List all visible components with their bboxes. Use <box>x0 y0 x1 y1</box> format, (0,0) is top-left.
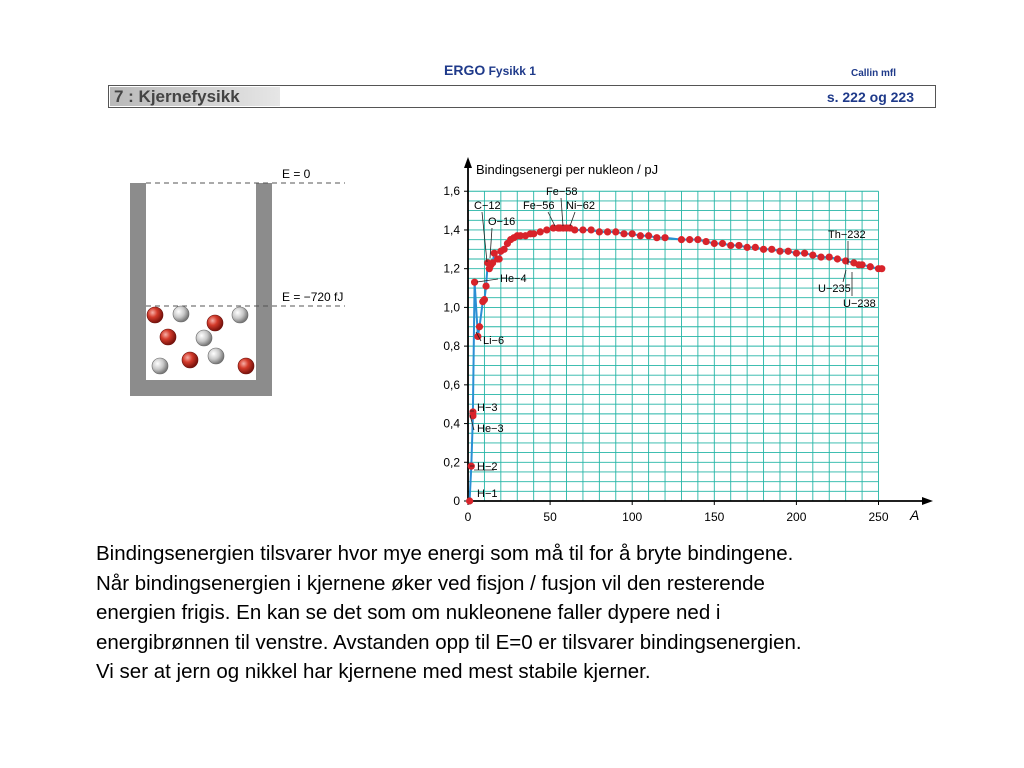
annotation-label: Ni−62 <box>566 200 596 212</box>
data-point <box>469 408 476 415</box>
x-axis-label: A <box>910 507 920 523</box>
annotation-label: U−235 <box>818 283 851 295</box>
data-point <box>537 228 544 235</box>
data-point <box>612 228 619 235</box>
text-line: energibrønnen til venstre. Avstanden opp til E=0 er tilsvarer bindingsenergien. <box>96 630 802 654</box>
data-point <box>571 226 578 233</box>
data-point <box>867 263 874 270</box>
data-point <box>530 230 537 237</box>
data-point <box>579 226 586 233</box>
annotation-label: Fe−56 <box>523 200 555 212</box>
data-point <box>719 240 726 247</box>
data-point <box>793 250 800 257</box>
annotation-label: O−16 <box>488 216 516 228</box>
y-tick-label: 0,6 <box>443 377 460 392</box>
y-tick-label: 1,6 <box>443 184 460 199</box>
data-point <box>481 296 488 303</box>
data-point <box>744 244 751 251</box>
header-title-rest: Fysikk 1 <box>485 64 536 78</box>
x-tick-label: 100 <box>622 510 643 524</box>
y-tick-label: 0 <box>453 494 460 508</box>
annotation-label: C−12 <box>474 200 501 212</box>
header-title-brand: ERGO <box>444 62 486 78</box>
annotation-leader <box>548 212 555 226</box>
annotation-label: U−238 <box>843 298 876 310</box>
data-point <box>645 232 652 239</box>
chart-title: Bindingsenergi per nukleon / pJ <box>476 162 659 177</box>
y-tick-label: 1,0 <box>443 300 460 315</box>
y-tick-label: 1,4 <box>443 222 460 237</box>
annotation-label: He−4 <box>500 273 527 285</box>
data-point <box>474 333 481 340</box>
x-tick-label: 50 <box>543 510 557 524</box>
y-tick-label: 0,2 <box>443 455 460 470</box>
annotation-label: H−2 <box>477 461 498 473</box>
data-point <box>826 253 833 260</box>
data-point <box>604 228 611 235</box>
data-point <box>785 248 792 255</box>
data-point <box>760 246 767 253</box>
chapter-label: 7 : Kjernefysikk <box>110 87 280 106</box>
data-point <box>496 255 503 262</box>
data-point <box>686 236 693 243</box>
data-point <box>702 238 709 245</box>
data-point <box>620 230 627 237</box>
data-point <box>653 234 660 241</box>
text-line: energien frigis. En kan se det som om nukleonene faller dypere ned i <box>96 601 721 624</box>
data-point <box>858 261 865 268</box>
y-tick-label: 0,4 <box>443 416 460 431</box>
y-tick-label: 0,8 <box>443 339 460 354</box>
data-point <box>543 226 550 233</box>
y-axis-arrow <box>464 157 472 168</box>
data-point <box>482 283 489 290</box>
annotation-leader <box>570 212 575 226</box>
data-point <box>678 236 685 243</box>
data-point <box>711 240 718 247</box>
data-point <box>752 244 759 251</box>
data-point <box>596 228 603 235</box>
annotation-label: H−3 <box>477 402 498 414</box>
annotation-label: Fe−58 <box>546 186 578 198</box>
header-publisher: Callin mfl <box>851 68 897 79</box>
data-point <box>476 323 483 330</box>
data-point <box>817 253 824 260</box>
text-line: Når bindingsenergien i kjernene øker ved fisjon / fusjon vil den resterende <box>96 571 765 595</box>
data-point <box>629 230 636 237</box>
data-point <box>801 250 808 257</box>
x-tick-label: 250 <box>868 510 889 524</box>
y-tick-label: 1,2 <box>443 261 460 276</box>
text-line: Bindingsenergien tilsvarer hvor mye energi som må til for å bryte bindingene. <box>96 542 794 565</box>
annotation-label: Li−6 <box>483 335 505 347</box>
x-tick-label: 0 <box>464 510 472 524</box>
x-axis-arrow <box>922 497 933 505</box>
data-point <box>466 497 473 504</box>
page-reference: s. 222 og 223 <box>826 89 914 105</box>
data-point <box>727 242 734 249</box>
x-tick-label: 200 <box>786 510 807 524</box>
explanation-text <box>96 539 996 687</box>
data-point <box>878 265 885 272</box>
annotation-leader <box>561 198 563 226</box>
data-point <box>809 252 816 259</box>
data-point <box>735 242 742 249</box>
annotation-label: H−1 <box>477 488 498 500</box>
annotation-label: Th−232 <box>828 229 866 241</box>
data-point <box>637 232 644 239</box>
data-point <box>661 234 668 241</box>
e-level-label: E = −720 fJ <box>282 290 344 304</box>
text-line: Vi ser at jern og nikkel har kjernene med mest stabile kjerner. <box>96 660 651 683</box>
data-point <box>694 236 701 243</box>
data-point <box>834 255 841 262</box>
data-point <box>588 226 595 233</box>
e-zero-label: E = 0 <box>282 167 311 181</box>
data-point <box>768 246 775 253</box>
data-point <box>776 248 783 255</box>
annotation-label: He−3 <box>477 423 504 435</box>
x-tick-label: 150 <box>704 510 725 524</box>
